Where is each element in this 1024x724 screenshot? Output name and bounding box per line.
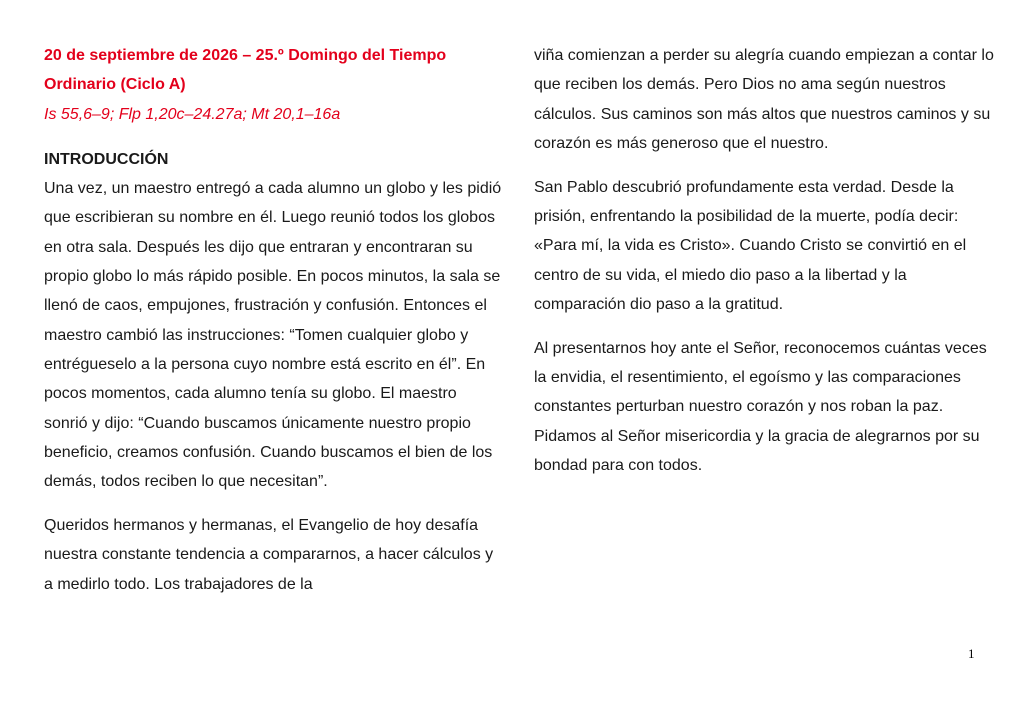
paragraph-gospel-start: Queridos hermanos y hermanas, el Evangelio de hoy desafía nuestra constante tendencia a compararnos, a hacer cálculos y a medirlo todo. Los trabajadores de la [44,516,494,593]
page-number: 1 [968,646,975,661]
left-column [44,41,504,613]
paragraph-saint-paul: San Pablo descubrió profundamente esta verdad. Desde la prisión, enfrentando la posibilidad de la muerte, podía decir: «Para mí, la vida es Cristo». Cuando Cristo se convirtió en el centro de su vida, el miedo dio paso a la libertad y la comparación dio paso a la gratitud. [534,178,967,313]
right-column [534,41,994,495]
document-title: 20 de septiembre de 2026 – 25.º Domingo del Tiempo Ordinario (Ciclo A) [44,47,447,94]
paragraph-balloon-story: Una vez, un maestro entregó a cada alumno un globo y les pidió que escribieran su nombre en él. Luego reunió todos los globos en otra sala. Después les dijo que entraran y encontraran su propio globo lo más rápido posible. En pocos minutos, la sala se llenó de caos, empujones, frustración y confusión. Entonces el maestro cambió las instrucciones: “Tomen cualquier globo y entrégueselo a la persona cuyo nombre está escrito en él”. En pocos momentos, cada alumno tenía su globo. El maestro sonrió y dijo: “Cuando buscamos únicamente nuestro propio beneficio, creamos confusión. Cuando buscamos el bien de los demás, todos reciben lo que necesitan”. [44,180,502,491]
section-heading: INTRODUCCIÓN [44,150,169,168]
readings-reference: Is 55,6–9; Flp 1,20c–24.27a; Mt 20,1–16a [44,105,341,123]
paragraph-penitential: Al presentarnos hoy ante el Señor, reconocemos cuántas veces la envidia, el resentimiento, el egoísmo y las comparaciones constantes perturban nuestro corazón y nos roban la paz. Pidamos al Señor misericordia y la gracia de alegrarnos por su bondad para con todos. [534,339,987,474]
paragraph-gospel-continued: viña comienzan a perder su alegría cuando empiezan a contar lo que reciben los demás. Pero Dios no ama según nuestros cálculos. Sus caminos son más altos que nuestros caminos y su corazón es más generoso que el nuestro. [534,47,994,152]
